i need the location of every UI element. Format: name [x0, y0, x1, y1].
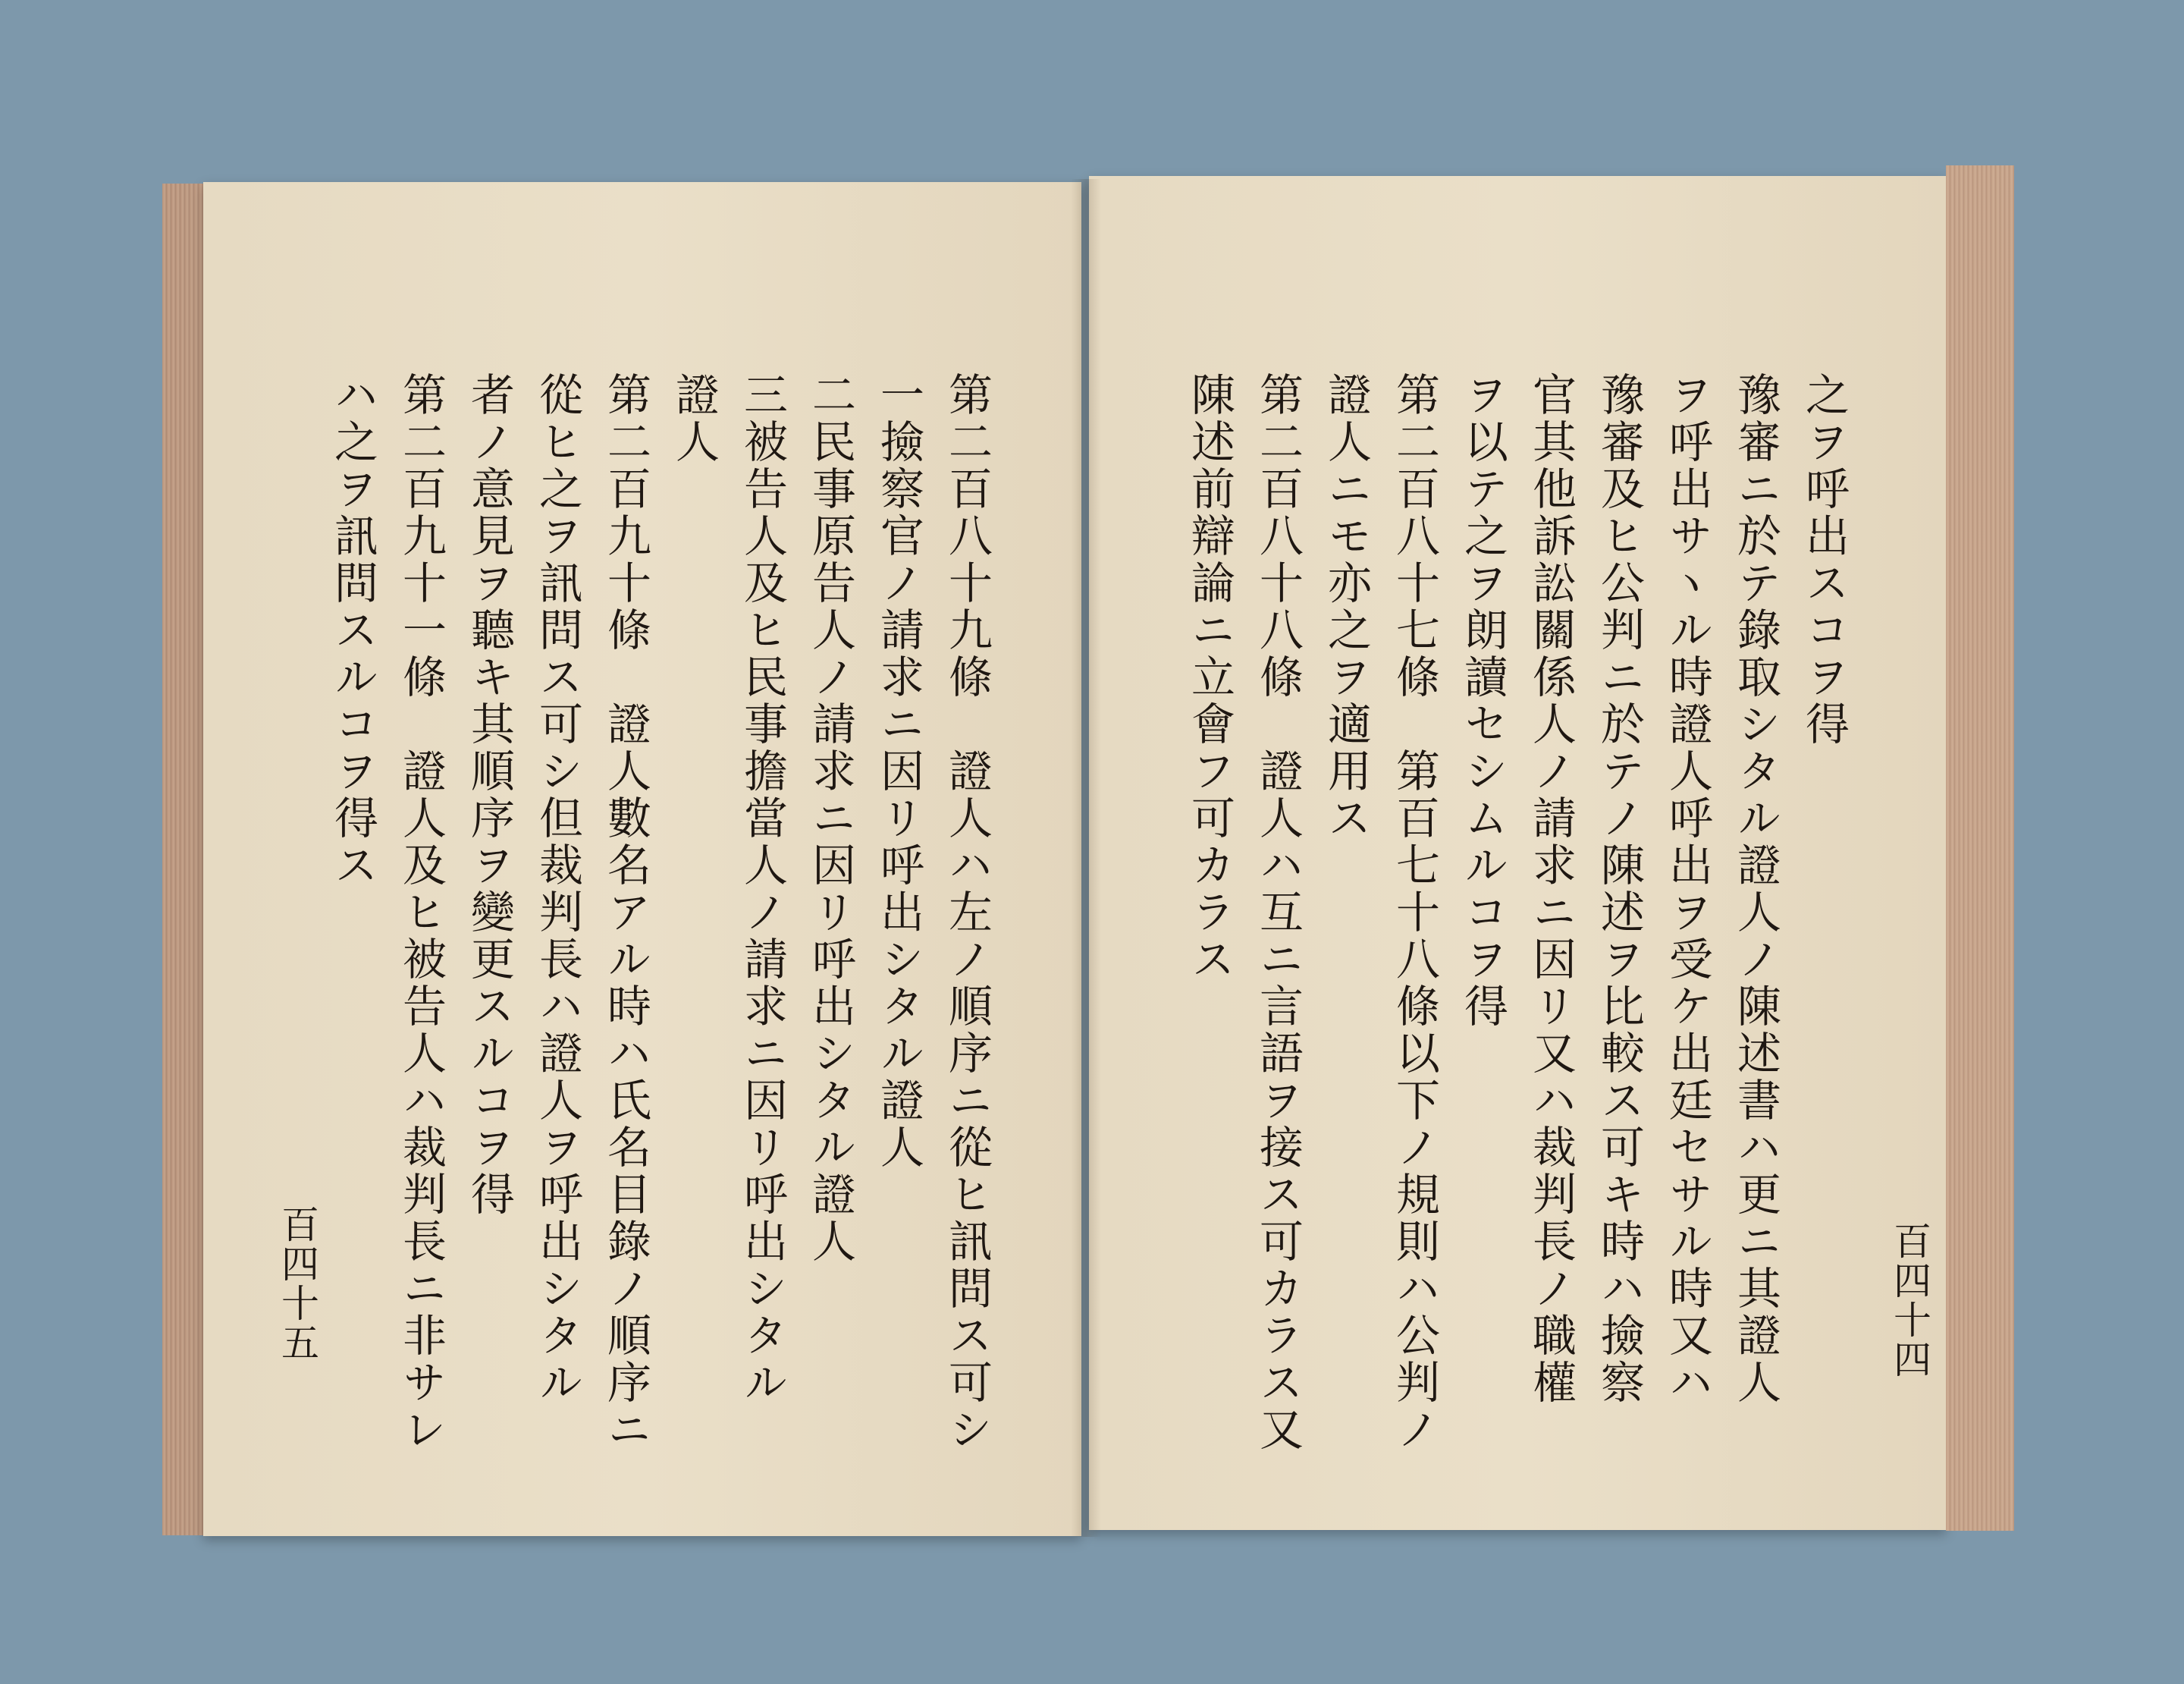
text-column: 豫審及ヒ公判ニ於テノ陳述ヲ比較ス可キ時ハ撿察	[1593, 372, 1645, 1406]
text-column: 一撿察官ノ請求ニ因リ呼出シタル證人	[873, 372, 924, 1171]
text-column: 之ヲ呼出スコヲ得	[1798, 372, 1850, 748]
right-page-edges	[1946, 165, 2014, 1531]
text-column: 豫審ニ於テ錄取シタル證人ノ陳述書ハ更ニ其證人	[1730, 372, 1781, 1406]
text-column: 證人	[668, 372, 720, 466]
page-number-left: 百四十五	[275, 1205, 319, 1362]
text-column: 證人ニモ亦之ヲ適用ス	[1320, 372, 1372, 842]
text-column: 官其他訴訟關係人ノ請求ニ因リ又ハ裁判長ノ職權	[1525, 372, 1577, 1406]
page-number-right: 百四十四	[1887, 1221, 1931, 1379]
left-page-edges	[162, 184, 206, 1535]
text-column: 第二百九十條 證人數名アル時ハ氏名目錄ノ順序ニ	[600, 372, 651, 1453]
text-column: 第二百八十九條 證人ハ左ノ順序ニ從ヒ訊問ス可シ	[941, 372, 993, 1453]
left-page-text	[318, 372, 1001, 1453]
text-column: 從ヒ之ヲ訊問ス可シ但裁判長ハ證人ヲ呼出シタル	[532, 372, 583, 1406]
book-gutter	[1071, 179, 1101, 1537]
text-column: 三被告人及ヒ民事擔當人ノ請求ニ因リ呼出シタル	[736, 372, 788, 1406]
right-page-text	[1153, 372, 1858, 1453]
text-column: 二民事原告人ノ請求ニ因リ呼出シタル證人	[805, 372, 856, 1265]
text-column: ハ之ヲ訊問スルコヲ得ス	[327, 372, 378, 889]
text-column: 第二百八十八條 證人ハ互ニ言語ヲ接ス可カラス又	[1252, 372, 1304, 1453]
text-column: ヲ以テ之ヲ朗讀セシムルコヲ得	[1457, 372, 1508, 1030]
text-column: 者ノ意見ヲ聽キ其順序ヲ變更スルコヲ得	[463, 372, 515, 1218]
text-column: 第二百九十一條 證人及ヒ被告人ハ裁判長ニ非サレ	[395, 372, 447, 1453]
text-column: 第二百八十七條 第百七十八條以下ノ規則ハ公判ノ	[1389, 372, 1440, 1453]
text-column: ヲ呼出サヽル時證人呼出ヲ受ケ出廷セサル時又ハ	[1662, 372, 1713, 1406]
text-column: 陳述前辯論ニ立會フ可カラス	[1184, 372, 1235, 983]
